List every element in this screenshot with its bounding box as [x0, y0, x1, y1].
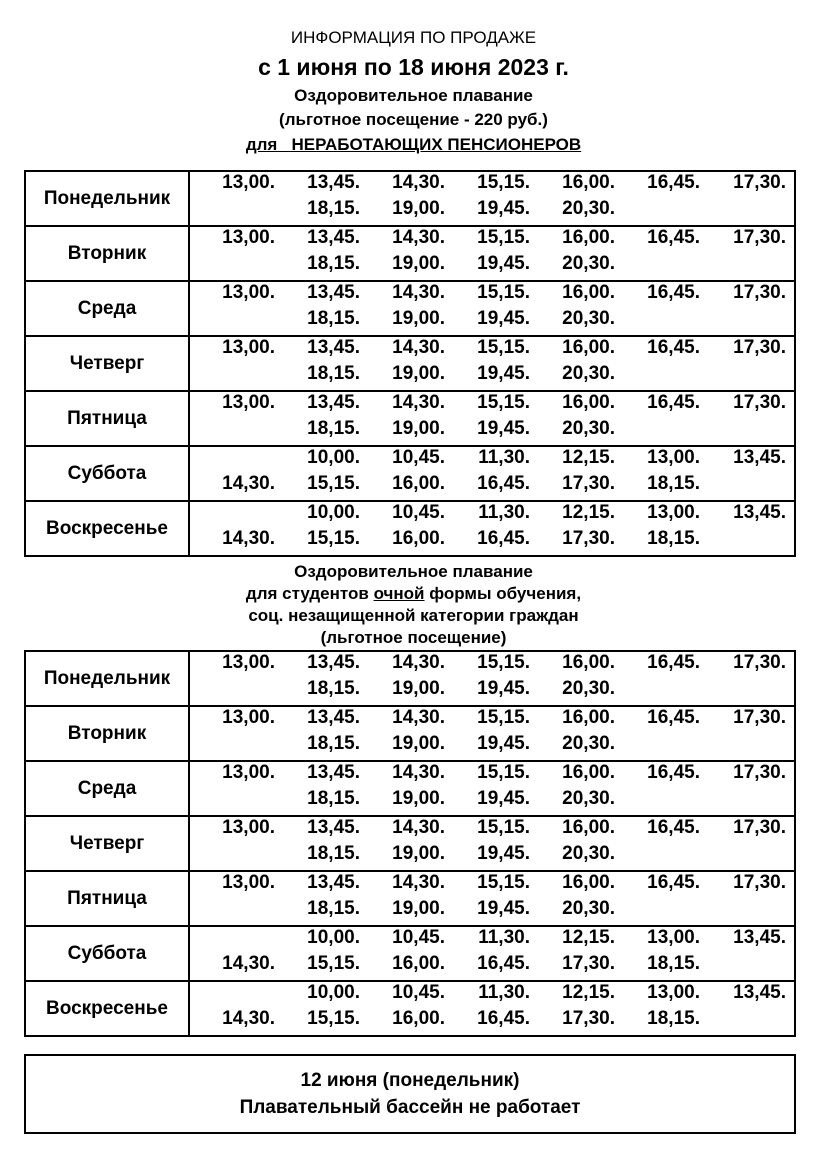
session-time: 20,30.: [562, 843, 615, 864]
session-time: 12,15.: [562, 982, 615, 1003]
session-time: 13,45.: [307, 652, 360, 673]
session-time: 17,30.: [733, 707, 786, 728]
closure-notice: [24, 1054, 796, 1134]
session-time: 13,45.: [307, 762, 360, 783]
session-time: 13,00.: [647, 502, 700, 523]
session-time: 18,15.: [307, 253, 360, 274]
session-time: 13,45.: [733, 982, 786, 1003]
session-time: 15,15.: [477, 817, 530, 838]
session-time: 16,00.: [562, 282, 615, 303]
session-time: 14,30.: [392, 392, 445, 413]
day-name: Воскресенье: [25, 501, 189, 556]
session-time: 13,00.: [222, 337, 275, 358]
session-time: 16,00.: [562, 652, 615, 673]
session-time: 19,45.: [477, 253, 530, 274]
time-line: [190, 227, 794, 253]
day-name: Понедельник: [25, 171, 189, 226]
session-times: [189, 391, 795, 446]
day-name: Среда: [25, 761, 189, 816]
session-time: 17,30.: [562, 528, 615, 549]
time-line: [190, 678, 794, 704]
session-time: 11,30.: [478, 447, 530, 468]
session-time: 14,30.: [392, 652, 445, 673]
session-time: 16,00.: [562, 762, 615, 783]
session-time: 16,45.: [647, 817, 700, 838]
session-time: 13,45.: [307, 817, 360, 838]
session-times: [189, 336, 795, 391]
session-time: 16,00.: [392, 528, 445, 549]
day-name: Вторник: [25, 706, 189, 761]
closure-text: Плавательный бассейн не работает: [239, 1097, 581, 1118]
time-line: [190, 172, 794, 198]
session-time: 20,30.: [562, 363, 615, 384]
time-line: [190, 1008, 794, 1034]
session-time: 16,45.: [647, 652, 700, 673]
session-time: 18,15.: [307, 898, 360, 919]
day-name: Среда: [25, 281, 189, 336]
session-times: [189, 171, 795, 226]
day-name: Вторник: [25, 226, 189, 281]
session-time: 18,15.: [307, 198, 360, 219]
session-time: 18,15.: [307, 733, 360, 754]
session-time: 15,15.: [477, 227, 530, 248]
session-times: [189, 281, 795, 336]
session-time: 16,00.: [562, 337, 615, 358]
session-time: 15,15.: [477, 172, 530, 193]
session-time: 16,45.: [647, 762, 700, 783]
session-times: [189, 926, 795, 981]
day-name: Пятница: [25, 391, 189, 446]
time-line: [190, 707, 794, 733]
session-time: 13,00.: [647, 982, 700, 1003]
session-time: 15,15.: [477, 282, 530, 303]
session-time: 16,45.: [647, 172, 700, 193]
session-time: 14,30.: [392, 872, 445, 893]
session-times: [189, 226, 795, 281]
session-time: 17,30.: [733, 337, 786, 358]
session-time: 19,45.: [477, 788, 530, 809]
session-time: 16,45.: [477, 953, 530, 974]
session-time: 13,45.: [307, 872, 360, 893]
schedule-row: [25, 226, 795, 281]
day-name: Понедельник: [25, 651, 189, 706]
session-time: 13,45.: [307, 172, 360, 193]
session-time: 10,45.: [392, 982, 445, 1003]
session-time: 15,15.: [307, 1008, 360, 1029]
time-line: [190, 982, 794, 1008]
session-time: 18,15.: [647, 1008, 700, 1029]
session-time: 16,45.: [477, 1008, 530, 1029]
time-line: [190, 418, 794, 444]
time-line: [190, 953, 794, 979]
session-time: 14,30.: [392, 172, 445, 193]
section1-price: (льготное посещение - 220 руб.): [279, 110, 548, 129]
day-name: Суббота: [25, 446, 189, 501]
session-time: 20,30.: [562, 898, 615, 919]
section1-audience: для НЕРАБОТАЮЩИХ ПЕНСИОНЕРОВ: [245, 135, 582, 154]
session-time: 10,00.: [307, 982, 360, 1003]
session-time: 13,00.: [647, 927, 700, 948]
session-time: 16,00.: [562, 172, 615, 193]
session-time: 13,45.: [307, 392, 360, 413]
schedule-table-students: [24, 650, 796, 1037]
session-time: 15,15.: [477, 392, 530, 413]
session-time: 13,45.: [307, 282, 360, 303]
session-time: 17,30.: [733, 282, 786, 303]
sale-period: с 1 июня по 18 июня 2023 г.: [258, 54, 569, 80]
session-time: 19,00.: [392, 418, 445, 439]
session-time: 19,45.: [477, 733, 530, 754]
session-time: 16,00.: [392, 1008, 445, 1029]
day-name: Пятница: [25, 871, 189, 926]
section2-audience-underlined: очной: [373, 584, 425, 603]
session-time: 13,00.: [222, 652, 275, 673]
session-time: 14,30.: [392, 337, 445, 358]
session-time: 16,45.: [647, 872, 700, 893]
session-time: 11,30.: [478, 927, 530, 948]
session-time: 19,45.: [477, 418, 530, 439]
schedule-table-pensioners: [24, 170, 796, 557]
session-time: 16,00.: [562, 707, 615, 728]
closure-date: 12 июня (понедельник): [300, 1070, 520, 1091]
section2-note: (льготное посещение): [320, 628, 507, 647]
day-name: Воскресенье: [25, 981, 189, 1036]
session-time: 16,45.: [647, 227, 700, 248]
session-time: 16,45.: [647, 337, 700, 358]
session-time: 16,00.: [392, 473, 445, 494]
session-time: 14,30.: [222, 953, 275, 974]
session-time: 13,45.: [307, 337, 360, 358]
session-time: 13,45.: [307, 227, 360, 248]
session-time: 19,00.: [392, 198, 445, 219]
time-line: [190, 337, 794, 363]
session-time: 17,30.: [562, 953, 615, 974]
schedule-row: [25, 446, 795, 501]
session-times: [189, 981, 795, 1036]
session-time: 15,15.: [477, 762, 530, 783]
time-line: [190, 733, 794, 759]
session-times: [189, 501, 795, 556]
session-time: 16,00.: [562, 392, 615, 413]
session-time: 13,00.: [647, 447, 700, 468]
session-time: 10,45.: [392, 502, 445, 523]
session-time: 10,45.: [392, 927, 445, 948]
session-time: 19,00.: [392, 788, 445, 809]
session-times: [189, 816, 795, 871]
session-time: 13,45.: [733, 447, 786, 468]
session-time: 19,45.: [477, 198, 530, 219]
section2-audience-post: формы обучения,: [424, 584, 582, 603]
session-time: 18,15.: [647, 953, 700, 974]
session-time: 12,15.: [562, 447, 615, 468]
session-time: 14,30.: [222, 473, 275, 494]
time-line: [190, 652, 794, 678]
session-time: 14,30.: [222, 1008, 275, 1029]
document-title: ИНФОРМАЦИЯ ПО ПРОДАЖЕ: [290, 28, 537, 47]
time-line: [190, 473, 794, 499]
schedule-row: [25, 926, 795, 981]
time-line: [190, 363, 794, 389]
schedule-row: [25, 816, 795, 871]
session-time: 16,00.: [562, 227, 615, 248]
session-time: 19,00.: [392, 308, 445, 329]
schedule-row: [25, 871, 795, 926]
session-time: 19,00.: [392, 843, 445, 864]
schedule-row: [25, 501, 795, 556]
time-line: [190, 392, 794, 418]
session-time: 15,15.: [307, 528, 360, 549]
session-time: 16,45.: [647, 282, 700, 303]
session-time: 19,45.: [477, 678, 530, 699]
section2-category: соц. незащищенной категории граждан: [248, 606, 579, 625]
session-time: 20,30.: [562, 308, 615, 329]
session-time: 14,30.: [392, 282, 445, 303]
session-time: 12,15.: [562, 502, 615, 523]
session-time: 13,00.: [222, 762, 275, 783]
time-line: [190, 898, 794, 924]
session-time: 19,00.: [392, 363, 445, 384]
session-time: 17,30.: [562, 473, 615, 494]
session-time: 20,30.: [562, 253, 615, 274]
session-time: 17,30.: [733, 652, 786, 673]
schedule-row: [25, 171, 795, 226]
session-time: 19,00.: [392, 898, 445, 919]
session-time: 17,30.: [562, 1008, 615, 1029]
time-line: [190, 308, 794, 334]
session-time: 15,15.: [307, 953, 360, 974]
session-time: 18,15.: [307, 678, 360, 699]
section2-audience-line: [0, 584, 827, 604]
session-time: 13,45.: [733, 502, 786, 523]
session-time: 11,30.: [478, 982, 530, 1003]
session-time: 19,00.: [392, 733, 445, 754]
time-line: [190, 528, 794, 554]
time-line: [190, 198, 794, 224]
time-line: [190, 253, 794, 279]
session-time: 17,30.: [733, 227, 786, 248]
session-time: 18,15.: [307, 843, 360, 864]
session-time: 13,00.: [222, 707, 275, 728]
session-times: [189, 706, 795, 761]
schedule-row: [25, 651, 795, 706]
time-line: [190, 502, 794, 528]
session-time: 17,30.: [733, 172, 786, 193]
session-time: 20,30.: [562, 198, 615, 219]
session-times: [189, 651, 795, 706]
session-time: 10,00.: [307, 927, 360, 948]
session-time: 13,00.: [222, 227, 275, 248]
schedule-row: [25, 281, 795, 336]
session-time: 19,45.: [477, 843, 530, 864]
session-times: [189, 871, 795, 926]
session-time: 11,30.: [478, 502, 530, 523]
time-line: [190, 762, 794, 788]
section2-title: Оздоровительное плавание: [294, 562, 533, 581]
section2-audience-pre: для студентов: [245, 584, 374, 603]
session-time: 20,30.: [562, 418, 615, 439]
session-time: 19,45.: [477, 363, 530, 384]
time-line: [190, 872, 794, 898]
session-time: 14,30.: [392, 762, 445, 783]
session-time: 13,00.: [222, 282, 275, 303]
time-line: [190, 788, 794, 814]
section1-title: Оздоровительное плавание: [294, 86, 533, 105]
time-line: [190, 282, 794, 308]
day-name: Суббота: [25, 926, 189, 981]
session-times: [189, 761, 795, 816]
session-time: 20,30.: [562, 788, 615, 809]
session-time: 12,15.: [562, 927, 615, 948]
session-time: 16,45.: [477, 473, 530, 494]
session-time: 16,45.: [477, 528, 530, 549]
session-time: 10,00.: [307, 502, 360, 523]
session-time: 14,30.: [392, 817, 445, 838]
session-time: 19,00.: [392, 253, 445, 274]
session-time: 18,15.: [307, 418, 360, 439]
schedule-row: [25, 336, 795, 391]
session-time: 18,15.: [647, 528, 700, 549]
session-time: 10,45.: [392, 447, 445, 468]
time-line: [190, 927, 794, 953]
schedule-row: [25, 981, 795, 1036]
schedule-row: [25, 761, 795, 816]
session-time: 15,15.: [477, 652, 530, 673]
session-time: 19,45.: [477, 898, 530, 919]
session-time: 18,15.: [307, 363, 360, 384]
session-time: 18,15.: [307, 788, 360, 809]
time-line: [190, 843, 794, 869]
session-time: 16,00.: [562, 817, 615, 838]
session-time: 13,45.: [733, 927, 786, 948]
session-time: 20,30.: [562, 733, 615, 754]
session-time: 13,00.: [222, 392, 275, 413]
session-time: 15,15.: [477, 337, 530, 358]
time-line: [190, 447, 794, 473]
session-time: 17,30.: [733, 817, 786, 838]
schedule-row: [25, 391, 795, 446]
session-time: 18,15.: [647, 473, 700, 494]
day-name: Четверг: [25, 816, 189, 871]
session-time: 17,30.: [733, 762, 786, 783]
session-time: 16,45.: [647, 392, 700, 413]
session-time: 14,30.: [222, 528, 275, 549]
session-time: 16,45.: [647, 707, 700, 728]
session-time: 10,00.: [307, 447, 360, 468]
session-time: 16,00.: [562, 872, 615, 893]
session-time: 15,15.: [477, 872, 530, 893]
day-name: Четверг: [25, 336, 189, 391]
session-time: 15,15.: [477, 707, 530, 728]
time-line: [190, 817, 794, 843]
session-time: 19,00.: [392, 678, 445, 699]
session-time: 18,15.: [307, 308, 360, 329]
session-time: 14,30.: [392, 227, 445, 248]
session-time: 17,30.: [733, 392, 786, 413]
session-time: 13,00.: [222, 172, 275, 193]
session-time: 13,00.: [222, 817, 275, 838]
session-time: 19,45.: [477, 308, 530, 329]
session-time: 13,45.: [307, 707, 360, 728]
schedule-row: [25, 706, 795, 761]
session-time: 20,30.: [562, 678, 615, 699]
session-time: 14,30.: [392, 707, 445, 728]
session-time: 15,15.: [307, 473, 360, 494]
session-time: 13,00.: [222, 872, 275, 893]
session-times: [189, 446, 795, 501]
session-time: 16,00.: [392, 953, 445, 974]
session-time: 17,30.: [733, 872, 786, 893]
